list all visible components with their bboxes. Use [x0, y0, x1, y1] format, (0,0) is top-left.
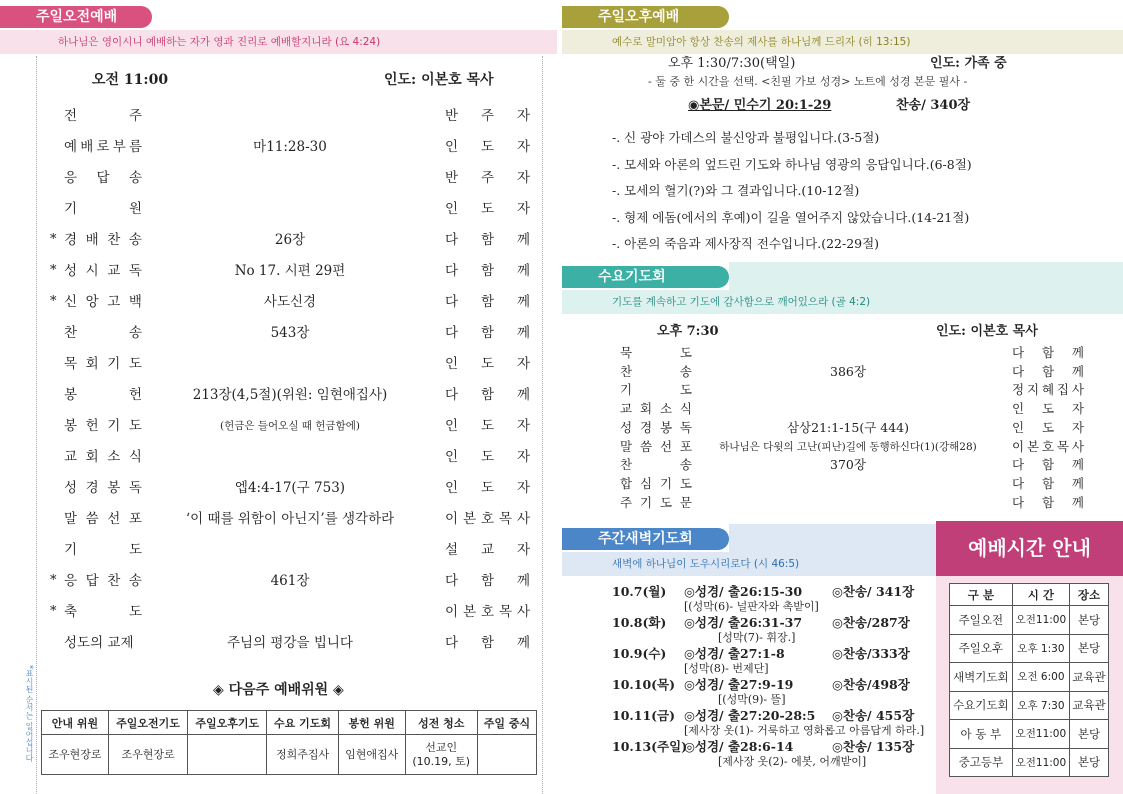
order-item: 목 회 기 도	[64, 356, 142, 372]
order-item: 성도의 교제	[64, 635, 134, 651]
schedule-header: 장소	[1070, 584, 1109, 606]
schedule-cell: 오전11:00	[1012, 748, 1069, 777]
order-who: 반 주 자	[445, 108, 530, 124]
committee-table	[41, 710, 537, 775]
wed-who: 인 도 자	[1012, 401, 1084, 417]
dawn-title: 주간새벽기도회	[562, 528, 729, 550]
morning-time: 오전 11:00	[92, 72, 169, 88]
schedule-cell: 본당	[1070, 720, 1109, 749]
schedule-cell: 본당	[1070, 634, 1109, 663]
order-content: 엡4:4-17(구 753)	[234, 480, 346, 496]
committee-header: 성전 청소	[405, 711, 477, 735]
order-item: 축 도	[64, 604, 142, 620]
dawn-passage: ◎성경/ 출27:1-8	[684, 646, 785, 661]
order-content	[150, 168, 430, 188]
wed-content	[698, 400, 998, 418]
dawn-sub: [(성막(9)- 뜰]	[718, 693, 786, 706]
wed-who: 다 함 께	[1012, 345, 1084, 360]
order-who: 다 함 께	[445, 387, 530, 403]
order-item: 경 배 찬 송	[64, 232, 142, 248]
wed-who: 정 지 혜 집 사	[1012, 382, 1084, 398]
dawn-hymn: ◎찬송/ 341장	[832, 584, 915, 599]
dawn-date: 10.11(금)	[612, 708, 676, 723]
wed-item: 찬 송	[620, 457, 692, 473]
afternoon-point: -. 모세의 혈기(?)와 그 결과입니다.(10-12절)	[612, 183, 860, 198]
order-who: 다 함 께	[445, 294, 530, 310]
order-who: 다 함 께	[445, 573, 530, 589]
wed-who: 다 함 께	[1012, 475, 1084, 491]
schedule-cell: 오후 7:30	[1012, 691, 1069, 720]
order-who: 다 함 께	[445, 263, 530, 279]
dawn-hymn: ◎찬송/ 455장	[832, 708, 915, 723]
wed-item: 묵 도	[620, 345, 692, 360]
dawn-passage: ◎성경/ 출27:9-19	[684, 677, 794, 692]
order-item: 예 배 로 부 름	[64, 139, 142, 155]
dawn-hymn: ◎찬송/ 135장	[832, 739, 915, 754]
wednesday-time: 오후 7:30	[657, 324, 719, 339]
committee-header: 주일오전기도	[108, 711, 187, 735]
committee-header: 주일 중식	[477, 711, 536, 735]
order-item: 전 주	[64, 108, 142, 124]
dawn-hymn: ◎찬송/333장	[832, 646, 910, 661]
order-who: 이 본 호 목 사	[445, 511, 530, 527]
wednesday-leader: 인도: 이본호 목사	[936, 324, 1038, 339]
order-item: 성 경 봉 독	[64, 480, 142, 496]
order-content: ‘이 때를 위함이 아닌지’를 생각하라	[185, 511, 395, 527]
dawn-date: 10.7(월)	[612, 584, 667, 599]
schedule-cell: 수요기도회	[950, 691, 1013, 720]
schedule-cell: 본당	[1070, 748, 1109, 777]
order-who: 다 함 께	[445, 635, 530, 651]
wed-who: 다 함 께	[1012, 457, 1084, 473]
afternoon-hymn: 찬송/ 340장	[896, 98, 971, 113]
wed-content: 370장	[830, 457, 866, 473]
wed-content: 삼상21:1-15(구 444)	[786, 419, 909, 435]
wed-content	[698, 475, 998, 493]
order-who: 인 도 자	[445, 201, 530, 217]
wed-content	[698, 344, 998, 362]
wed-who: 다 함 께	[1012, 494, 1084, 510]
dawn-sub: [제사장 옷(2)- 에봇, 어깨받이]	[718, 755, 867, 768]
schedule-cell: 아 동 부	[950, 720, 1013, 749]
wed-item: 성 경 봉 독	[620, 419, 692, 435]
dawn-date: 10.13(주일)	[612, 739, 688, 754]
order-content: (헌금은 들어오실 때 헌금함에)	[220, 420, 360, 432]
committee-value: 조우현장로	[42, 735, 109, 775]
committee-value: 조우현장로	[108, 735, 187, 775]
order-star: *	[50, 604, 57, 619]
wed-item: 주 기 도 문	[620, 494, 692, 510]
order-who: 설 교 자	[445, 542, 530, 558]
dawn-passage: ◎성경/ 출27:20-28:5	[684, 708, 816, 723]
committee-header: 안내 위원	[42, 711, 109, 735]
order-who: 인 도 자	[445, 139, 530, 155]
committee-value: 정희주집사	[267, 735, 338, 775]
dawn-sub: [(성막(6)- 널판자와 촉받이]	[684, 600, 819, 613]
afternoon-passage: ◉본문/ 민수기 20:1-29	[688, 98, 832, 113]
order-content	[150, 199, 430, 219]
schedule-cell: 새벽기도회	[950, 663, 1013, 692]
order-item: 성 시 교 독	[64, 263, 142, 279]
committee-header: 봉헌 위원	[338, 711, 405, 735]
order-item: 교 회 소 식	[64, 449, 142, 465]
wednesday-verse: 기도를 계속하고 기도에 감사함으로 깨어있으라 (골 4:2)	[562, 290, 1123, 314]
committee-title: ◈ 다음주 예배위원 ◈	[213, 682, 344, 698]
order-who: 인 도 자	[445, 356, 530, 372]
schedule-cell: 오전11:00	[1012, 606, 1069, 635]
dawn-band-top	[729, 524, 936, 552]
schedule-cell: 교육관	[1070, 663, 1109, 692]
order-star: *	[50, 232, 57, 247]
dawn-date: 10.9(수)	[612, 646, 667, 661]
schedule-table	[949, 583, 1109, 777]
schedule-cell: 중고등부	[950, 748, 1013, 777]
order-who: 인 도 자	[445, 449, 530, 465]
committee-header: 주일오후기도	[188, 711, 267, 735]
dawn-verse: 새벽에 하나님이 도우시리로다 (시 46:5)	[562, 552, 936, 576]
order-who: 인 도 자	[445, 418, 530, 434]
order-item: 봉 헌 기 도	[64, 418, 142, 434]
side-note: *표시된 순서는 일어섭니다	[25, 665, 34, 763]
schedule-cell: 본당	[1070, 606, 1109, 635]
order-item: 찬 송	[64, 325, 142, 341]
afternoon-point: -. 신 광야 가데스의 불신앙과 불평입니다.(3-5절)	[612, 130, 880, 145]
schedule-row	[950, 720, 1109, 749]
schedule-row	[950, 691, 1109, 720]
order-content	[150, 447, 430, 467]
wed-content	[698, 494, 998, 512]
schedule-cell: 오후 1:30	[1012, 634, 1069, 663]
order-content	[150, 354, 430, 374]
schedule-cell: 오전11:00	[1012, 720, 1069, 749]
wednesday-band-top	[729, 262, 1123, 290]
wed-item: 말 씀 선 포	[620, 438, 692, 454]
order-content: 543장	[270, 325, 310, 341]
dawn-passage: ◎성경/ 출26:31-37	[684, 615, 803, 630]
afternoon-point: -. 아론의 죽음과 제사장직 전수입니다.(22-29절)	[612, 236, 880, 251]
order-content	[150, 540, 430, 560]
order-content: 사도신경	[263, 294, 317, 310]
order-content	[150, 106, 430, 126]
order-content	[150, 602, 430, 622]
wed-who: 이 본 호 목 사	[1012, 438, 1084, 454]
morning-leader: 인도: 이본호 목사	[384, 72, 494, 88]
committee-value: 선교인 (10.19, 토)	[405, 735, 477, 775]
wed-who: 다 함 께	[1012, 363, 1084, 379]
wed-content	[698, 381, 998, 399]
order-content: No 17. 시편 29편	[234, 263, 346, 279]
left-verse: 하나님은 영이시니 예배하는 자가 영과 진리로 예배할지니라 (요 4:24)	[0, 30, 557, 54]
dawn-passage: ◎성경/ 출28:6-14	[684, 739, 794, 754]
order-content: 주님의 평강을 빕니다	[227, 635, 353, 651]
schedule-header: 구 분	[950, 584, 1013, 606]
afternoon-verse: 예수로 말미암아 항상 찬송의 제사를 하나님께 드리자 (히 13:15)	[562, 30, 1123, 54]
order-star: *	[50, 573, 57, 588]
dawn-passage: ◎성경/ 출26:15-30	[684, 584, 803, 599]
order-item: 응 답 찬 송	[64, 573, 142, 589]
order-who: 반 주 자	[445, 170, 530, 186]
wed-item: 찬 송	[620, 363, 692, 379]
schedule-row	[950, 606, 1109, 635]
wed-item: 합 심 기 도	[620, 475, 692, 491]
schedule-cell: 주일오후	[950, 634, 1013, 663]
order-content: 26장	[274, 232, 306, 248]
afternoon-title: 주일오후예배	[562, 6, 729, 28]
schedule-header: 시 간	[1012, 584, 1069, 606]
order-who: 다 함 께	[445, 232, 530, 248]
dawn-hymn: ◎찬송/287장	[832, 615, 910, 630]
dawn-sub: [성막(8)- 번제단]	[684, 662, 769, 675]
order-content: 461장	[270, 573, 310, 589]
schedule-row	[950, 748, 1109, 777]
schedule-row	[950, 634, 1109, 663]
committee-value: 임현애집사	[338, 735, 405, 775]
order-content: 마11:28-30	[253, 139, 327, 155]
wednesday-title: 수요기도회	[562, 266, 729, 288]
order-star: *	[50, 294, 57, 309]
schedule-cell: 주일오전	[950, 606, 1013, 635]
afternoon-note: - 둘 중 한 시간을 선택. <친필 가보 성경> 노트에 성경 본문 필사 -	[648, 75, 968, 88]
schedule-row	[950, 663, 1109, 692]
dawn-date: 10.8(화)	[612, 615, 667, 630]
wed-content: 386장	[830, 363, 866, 379]
wed-item: 기 도	[620, 382, 692, 398]
order-star: *	[50, 263, 57, 278]
schedule-title: 예배시간 안내	[936, 521, 1123, 576]
schedule-cell: 교육관	[1070, 691, 1109, 720]
committee-header: 수요 기도회	[267, 711, 338, 735]
dawn-sub: [제사장 옷(1)- 거룩하고 영화롭고 아름답게 하라.]	[684, 724, 925, 737]
committee-value	[188, 735, 267, 775]
dawn-date: 10.10(목)	[612, 677, 676, 692]
afternoon-time: 오후 1:30/7:30(택일)	[668, 56, 796, 71]
order-item: 신 앙 고 백	[64, 294, 142, 310]
left-title: 주일오전예배	[0, 6, 152, 28]
order-who: 인 도 자	[445, 480, 530, 496]
order-content: 213장(4,5절)(위원: 임현애집사)	[192, 387, 388, 403]
order-item: 말 씀 선 포	[64, 511, 142, 527]
order-who: 이 본 호 목 사	[445, 604, 530, 620]
order-item: 응 답 송	[64, 170, 142, 186]
order-item: 봉 헌	[64, 387, 142, 403]
schedule-cell: 오전 6:00	[1012, 663, 1069, 692]
dawn-hymn: ◎찬송/498장	[832, 677, 910, 692]
wed-content: 하나님은 다윗의 고난(피난)길에 동행하신다(1)(강해28)	[719, 440, 977, 453]
wed-who: 인 도 자	[1012, 419, 1084, 435]
afternoon-point: -. 형제 에돔(에서의 후예)이 길을 열어주지 않았습니다.(14-21절)	[612, 209, 970, 225]
afternoon-point: -. 모세와 아론의 엎드린 기도와 하나님 영광의 응답입니다.(6-8절)	[612, 156, 972, 172]
order-who: 다 함 께	[445, 325, 530, 341]
wed-item: 교 회 소 식	[620, 401, 692, 417]
dawn-sub: [성막(7)- 휘장.]	[718, 631, 796, 644]
afternoon-leader: 인도: 가족 중	[930, 56, 1007, 71]
order-item: 기 원	[64, 201, 142, 217]
committee-value	[477, 735, 536, 775]
order-item: 기 도	[64, 542, 142, 558]
